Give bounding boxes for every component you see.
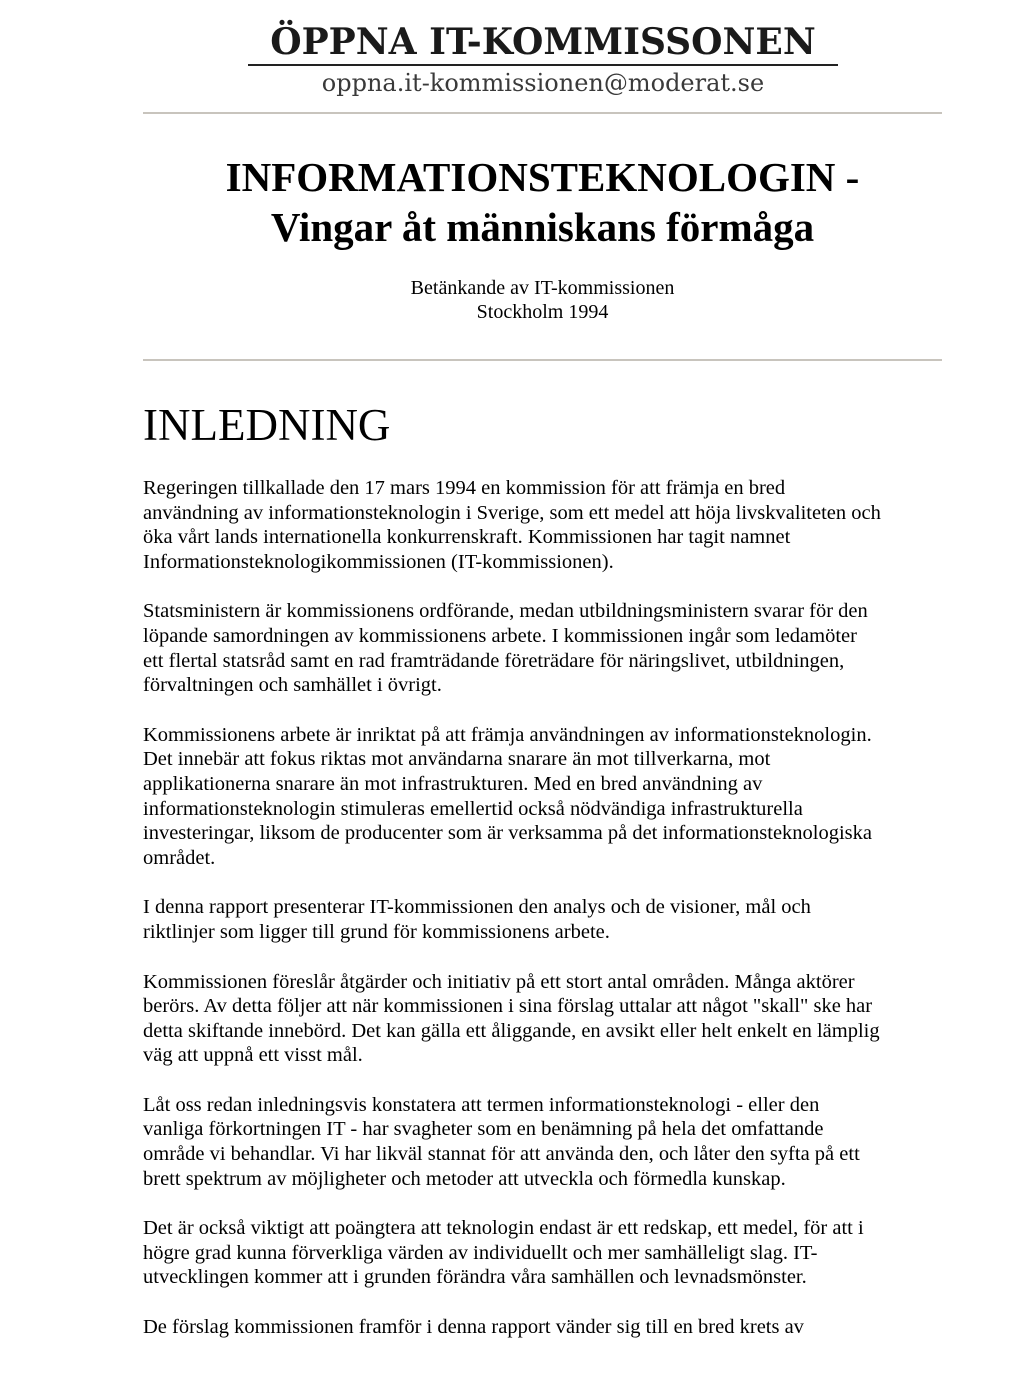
document-title	[143, 152, 942, 252]
paragraph-line: högre grad kunna förverkliga värden av individuellt och mer samhälleligt slag. IT-	[143, 1241, 818, 1264]
paragraph-line: Statsministern är kommissionens ordförande, medan utbildningsministern svarar för den	[143, 600, 868, 623]
paragraph-line: Det är också viktigt att poängtera att teknologin endast är ett redskap, ett medel, för att i	[143, 1217, 864, 1240]
paragraph-line: väg att uppnå ett visst mål.	[143, 1044, 363, 1067]
paragraph-line: I denna rapport presenterar IT-kommissionen den analys och de visioner, mål och	[143, 896, 811, 919]
paragraph-line: Informationsteknologikommissionen (IT-kommissionen).	[143, 550, 614, 573]
body-paragraph	[143, 1315, 943, 1340]
document-subtitle-line-2: Stockholm 1994	[476, 301, 609, 323]
top-divider	[143, 112, 942, 114]
document-subtitle-line-1: Betänkande av IT-kommissionen	[410, 277, 675, 299]
paragraph-line: informationsteknologin stimuleras emellertid också nödvändiga infrastrukturella	[143, 797, 803, 820]
document-title-line-1: INFORMATIONSTEKNOLOGIN -	[225, 154, 860, 200]
paragraph-line: Det innebär att fokus riktas mot användarna snarare än mot tillverkarna, mot	[143, 748, 771, 771]
section-heading: INLEDNING	[143, 400, 391, 450]
paragraph-line: Kommissionen föreslår åtgärder och initiativ på ett stort antal områden. Många aktörer	[143, 970, 855, 993]
middle-divider	[143, 359, 942, 361]
document-title-line-2: Vingar åt människans förmåga	[270, 204, 815, 250]
masthead-title: ÖPPNA IT-KOMMISSONEN	[248, 22, 838, 66]
paragraph-line: löpande samordningen av kommissionens arbete. I kommissionen ingår som ledamöter	[143, 624, 857, 647]
paragraph-line: brett spektrum av möjligheter och metoder att utveckla och förmedla kunskap.	[143, 1167, 786, 1190]
masthead	[0, 22, 1014, 98]
paragraph-line: Låt oss redan inledningsvis konstatera att termen informationsteknologi - eller den	[143, 1093, 820, 1116]
paragraph-line: utvecklingen kommer att i grunden förändra våra samhällen och levnadsmönster.	[143, 1266, 807, 1289]
body-paragraph	[143, 970, 943, 1068]
paragraph-line: applikationerna snarare än mot infrastrukturen. Med en bred användning av	[143, 772, 763, 795]
body-text	[143, 476, 943, 1365]
document-subtitle	[143, 276, 942, 324]
paragraph-line: De förslag kommissionen framför i denna rapport vänder sig till en bred krets av	[143, 1316, 804, 1339]
paragraph-line: Kommissionens arbete är inriktat på att främja användningen av informationsteknologin.	[143, 723, 872, 746]
paragraph-line: detta skiftande innebörd. Det kan gälla ett åliggande, en avsikt eller helt enkelt en lämplig	[143, 1019, 880, 1042]
paragraph-line: vanliga förkortningen IT - har svagheter som en benämning på hela det omfattande	[143, 1118, 824, 1141]
paragraph-line: Regeringen tillkallade den 17 mars 1994 en kommission för att främja en bred	[143, 477, 786, 499]
paragraph-line: området.	[143, 846, 216, 869]
paragraph-line: öka vårt lands internationella konkurrenskraft. Kommissionen har tagit namnet	[143, 526, 791, 549]
paragraph-line: berörs. Av detta följer att när kommissionen i sina förslag uttalar att något "skall" ske har	[143, 995, 873, 1018]
body-paragraph	[143, 476, 943, 574]
masthead-email: oppna.it-kommissionen@moderat.se	[321, 69, 765, 97]
paragraph-line: område vi behandlar. Vi har likväl stannat för att använda den, och låter den syfta på ett	[143, 1143, 860, 1166]
body-paragraph	[143, 895, 943, 944]
paragraph-line: investeringar, liksom de producenter som är verksamma på det informationsteknologiska	[143, 822, 873, 845]
paragraph-line: riktlinjer som ligger till grund för kommissionens arbete.	[143, 920, 610, 943]
paragraph-line: användning av informationsteknologin i Sverige, som ett medel att höja livskvaliteten och	[143, 501, 881, 524]
body-paragraph	[143, 1093, 943, 1191]
body-paragraph	[143, 1216, 943, 1290]
body-paragraph	[143, 723, 943, 871]
body-paragraph	[143, 599, 943, 697]
paragraph-line: förvaltningen och samhället i övrigt.	[143, 674, 442, 697]
paragraph-line: ett flertal statsråd samt en rad framträdande företrädare för näringslivet, utbildningen,	[143, 649, 845, 672]
